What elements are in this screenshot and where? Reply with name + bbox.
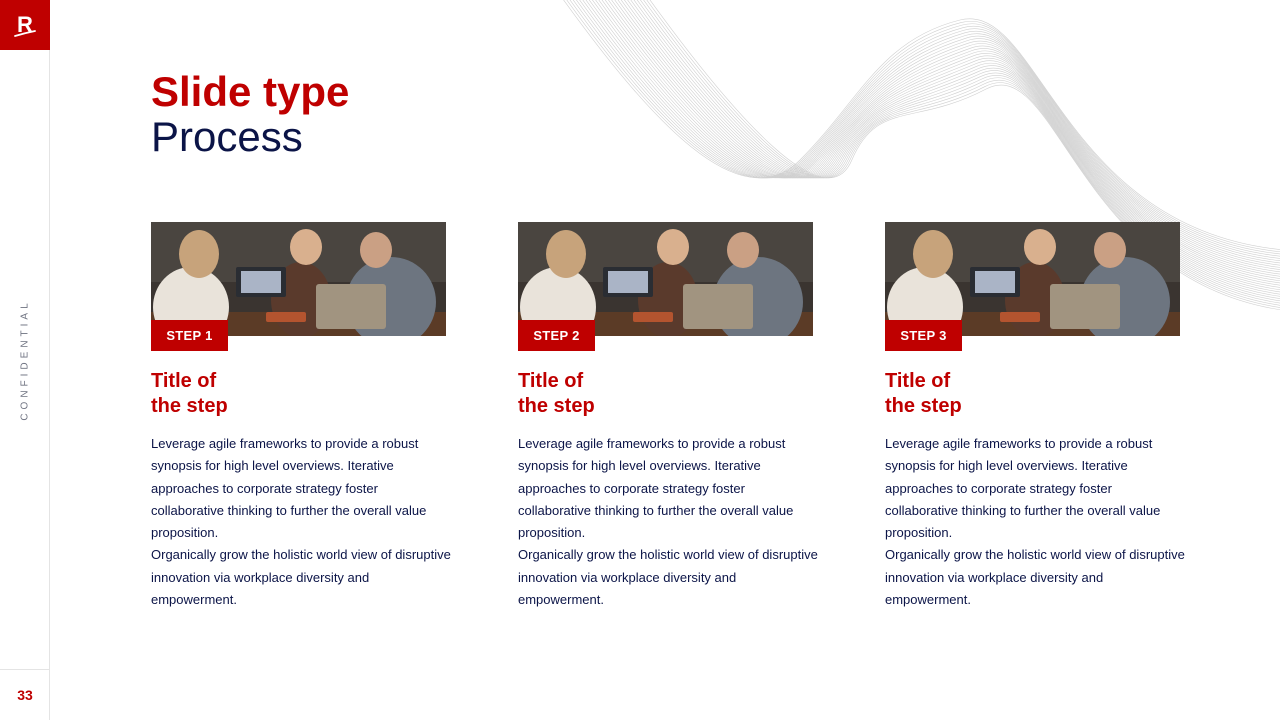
step-title — [151, 369, 446, 419]
step-title-line2: the step — [518, 395, 595, 417]
rakuten-logo — [0, 0, 50, 50]
confidential-label: CONFIDENTIAL — [19, 299, 31, 421]
step-photo — [518, 222, 813, 336]
step-photo — [151, 222, 446, 336]
divider — [0, 669, 50, 670]
sidebar — [0, 0, 50, 720]
step-title-line1: Title of — [885, 370, 951, 392]
people-at-laptops-photo — [518, 222, 813, 336]
step-photo — [885, 222, 1180, 336]
step-badge: STEP 1 — [151, 320, 228, 351]
slide-title: Slide type — [151, 68, 350, 115]
step-card-1 — [151, 222, 451, 608]
step-title — [518, 369, 813, 419]
wave-line — [563, 0, 1280, 252]
step-badge: STEP 2 — [518, 320, 595, 351]
slide-subtitle: Process — [151, 113, 303, 160]
page-number: 33 — [17, 687, 33, 703]
step-badge: STEP 3 — [885, 320, 962, 351]
people-at-laptops-photo — [151, 222, 446, 336]
step-card-2 — [518, 222, 818, 608]
step-body: Leverage agile frameworks to provide a robust synopsis for high level overviews. Iterative approaches to corporate strategy foster collaborative thinking to further the overall value proposition. Organically grow the holistic world view of disruptive innovation via workplace diversity and empowerment. — [518, 436, 818, 608]
step-body: Leverage agile frameworks to provide a robust synopsis for high level overviews. Iterative approaches to corporate strategy foster collaborative thinking to further the overall value proposition. Organically grow the holistic world view of disruptive innovation via workplace diversity and empowerment. — [151, 436, 451, 608]
logo-letter: R — [17, 12, 33, 37]
step-title-line1: Title of — [518, 370, 584, 392]
step-body: Leverage agile frameworks to provide a robust synopsis for high level overviews. Iterative approaches to corporate strategy foster collaborative thinking to further the overall value proposition. Organically grow the holistic world view of disruptive innovation via workplace diversity and empowerment. — [885, 436, 1185, 608]
wave-line — [566, 0, 1280, 254]
logo-icon — [12, 10, 38, 40]
step-card-3 — [885, 222, 1185, 608]
step-title-line2: the step — [151, 395, 228, 417]
step-title-line2: the step — [885, 395, 962, 417]
step-title-line1: Title of — [151, 370, 217, 392]
step-title — [885, 369, 1180, 419]
people-at-laptops-photo — [885, 222, 1180, 336]
